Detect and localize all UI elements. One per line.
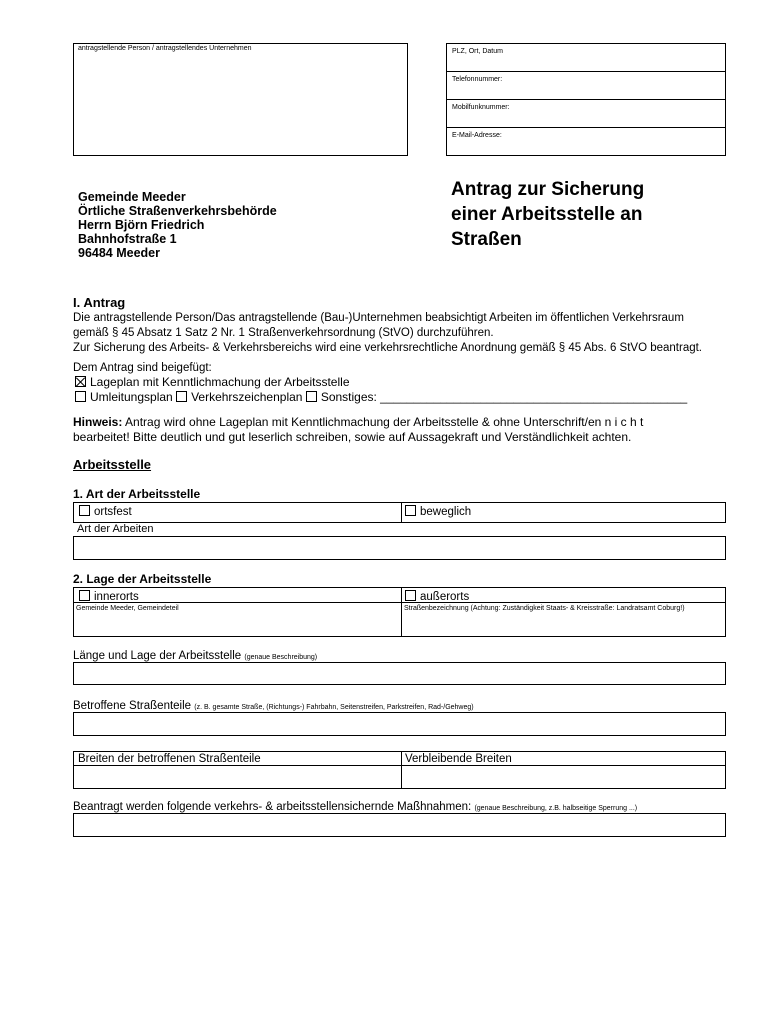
- address-line: Bahnhofstraße 1: [78, 232, 177, 246]
- strasse-field[interactable]: [404, 605, 724, 635]
- section-intro: [73, 311, 733, 356]
- checkbox-icon[interactable]: [306, 391, 317, 402]
- art-der-arbeiten-label: Art der Arbeiten: [77, 523, 154, 535]
- applicant-box-label: antragstellende Person / antragstellendes Unternehmen: [78, 45, 252, 52]
- divider: [74, 602, 725, 603]
- betroffene-note: (z. B. gesamte Straße, (Richtungs-) Fahrbahn, Seitenstreifen, Parkstreifen, Rad-/Gehweg): [194, 704, 474, 711]
- divider: [401, 503, 402, 522]
- gemeinde-label: Gemeinde Meeder, Gemeindeteil: [76, 605, 179, 612]
- hint-text: bearbeitet! Bitte deutlich und gut leserlich schreiben, sowie auf Aussagekraft und Verständlichkeit achten.: [73, 430, 632, 444]
- title-line: Straßen: [451, 229, 522, 250]
- recipient-address: [78, 190, 277, 260]
- option-beweglich-label: beweglich: [420, 506, 472, 518]
- laenge-label-text: Länge und Lage der Arbeitsstelle: [73, 650, 242, 662]
- art-options: [73, 502, 726, 523]
- contact-field-email-label: E-Mail-Adresse:: [452, 132, 502, 139]
- document-title: [451, 177, 644, 252]
- option-ortsfest-label: ortsfest: [94, 506, 132, 518]
- hint-text: Antrag wird ohne Lageplan mit Kenntlichmachung der Arbeitsstelle & ohne Unterschrift/en n i c h t: [122, 415, 644, 429]
- intro-line: Zur Sicherung des Arbeits- & Verkehrsbereichs wird eine verkehrsrechtliche Anordnung gemäß § 45 Abs. 6 StVO beantragt.: [73, 342, 703, 354]
- contact-field-telefon-label: Telefonnummer:: [452, 76, 503, 83]
- betroffene-field[interactable]: [73, 712, 726, 736]
- attachment-lageplan[interactable]: [75, 375, 350, 389]
- laenge-note: (genaue Beschreibung): [244, 654, 318, 661]
- intro-line: gemäß § 45 Absatz 1 Satz 2 Nr. 1 Straßenverkehrsordnung (StVO) durchzuführen.: [73, 327, 494, 339]
- betroffene-label-text: Betroffene Straßenteile: [73, 700, 192, 712]
- attachment-umleitung-label: Umleitungsplan: [90, 390, 173, 404]
- contact-field-plz[interactable]: [447, 44, 725, 72]
- gemeinde-field[interactable]: [76, 605, 396, 635]
- attachment-verkehrszeichen-label: Verkehrszeichenplan: [191, 390, 303, 404]
- contact-field-mobil[interactable]: [447, 100, 725, 128]
- massnahmen-field[interactable]: [73, 813, 726, 837]
- breiten-label: Breiten der betroffenen Straßenteile: [78, 753, 261, 765]
- option-innerorts-label: innerorts: [94, 591, 139, 603]
- checkbox-icon[interactable]: [176, 391, 187, 402]
- address-line: Herrn Björn Friedrich: [78, 218, 205, 232]
- breiten-table: [73, 751, 726, 789]
- verbleibend-label: Verbleibende Breiten: [405, 753, 512, 765]
- attachment-sonstiges[interactable]: [306, 390, 687, 404]
- checkbox-icon[interactable]: [79, 590, 90, 601]
- attachments-label: Dem Antrag sind beigefügt:: [73, 362, 212, 374]
- section-heading-arbeitsstelle: Arbeitsstelle: [73, 457, 152, 472]
- checkbox-icon[interactable]: [79, 505, 90, 516]
- intro-line: Die antragstellende Person/Das antragstellende (Bau-)Unternehmen beabsichtigt Arbeiten im öffentlichen Verkehrsraum: [73, 312, 684, 324]
- checkbox-checked-icon[interactable]: [75, 376, 86, 387]
- art-der-arbeiten-field[interactable]: [73, 536, 726, 560]
- contact-field-mobil-label: Mobilfunknummer:: [452, 104, 510, 111]
- verbleibend-field[interactable]: [402, 766, 725, 788]
- divider: [401, 588, 402, 636]
- hint-label: Hinweis:: [73, 415, 123, 429]
- attachment-row: [75, 390, 687, 404]
- contact-box: [446, 43, 726, 156]
- section-heading-antrag: I. Antrag: [73, 295, 126, 310]
- checkbox-icon[interactable]: [405, 505, 416, 516]
- massnahmen-note: (genaue Beschreibung, z.B. halbseitige Sperrung ...): [474, 805, 638, 812]
- title-line: einer Arbeitsstelle an: [451, 204, 643, 225]
- strasse-label: Straßenbezeichnung (Achtung: Zuständigkeit Staats- & Kreisstraße: Landratsamt Coburg!): [404, 605, 685, 612]
- attachment-lageplan-label: Lageplan mit Kenntlichmachung der Arbeitsstelle: [90, 375, 350, 389]
- contact-field-plz-label: PLZ, Ort, Datum: [452, 48, 503, 55]
- massnahmen-label: [73, 801, 637, 813]
- option-ortsfest[interactable]: [79, 505, 132, 518]
- breiten-field[interactable]: [74, 766, 400, 788]
- checkbox-icon[interactable]: [405, 590, 416, 601]
- option-ausserorts-label: außerorts: [420, 591, 470, 603]
- lage-heading: 2. Lage der Arbeitsstelle: [73, 572, 212, 586]
- laenge-label: [73, 650, 317, 662]
- attachment-verkehrszeichen[interactable]: [176, 390, 302, 404]
- checkbox-icon[interactable]: [75, 391, 86, 402]
- attachment-umleitung[interactable]: [75, 390, 173, 404]
- applicant-box[interactable]: [73, 43, 408, 156]
- address-line: 96484 Meeder: [78, 246, 161, 260]
- attachment-sonstiges-label: Sonstiges: ______________________________________________: [320, 390, 688, 404]
- option-beweglich[interactable]: [405, 505, 471, 518]
- address-line: Örtliche Straßenverkehrsbehörde: [78, 204, 277, 218]
- lage-table: [73, 587, 726, 637]
- laenge-field[interactable]: [73, 662, 726, 685]
- betroffene-label: [73, 700, 474, 712]
- contact-field-telefon[interactable]: [447, 72, 725, 100]
- title-line: Antrag zur Sicherung: [451, 179, 645, 200]
- massnahmen-label-text: Beantragt werden folgende verkehrs- & arbeitsstellensichernde Maßhnahmen:: [73, 801, 472, 813]
- address-line: Gemeinde Meeder: [78, 190, 186, 204]
- hint: [73, 415, 733, 445]
- art-heading: 1. Art der Arbeitsstelle: [73, 487, 201, 501]
- contact-field-email[interactable]: [447, 128, 725, 155]
